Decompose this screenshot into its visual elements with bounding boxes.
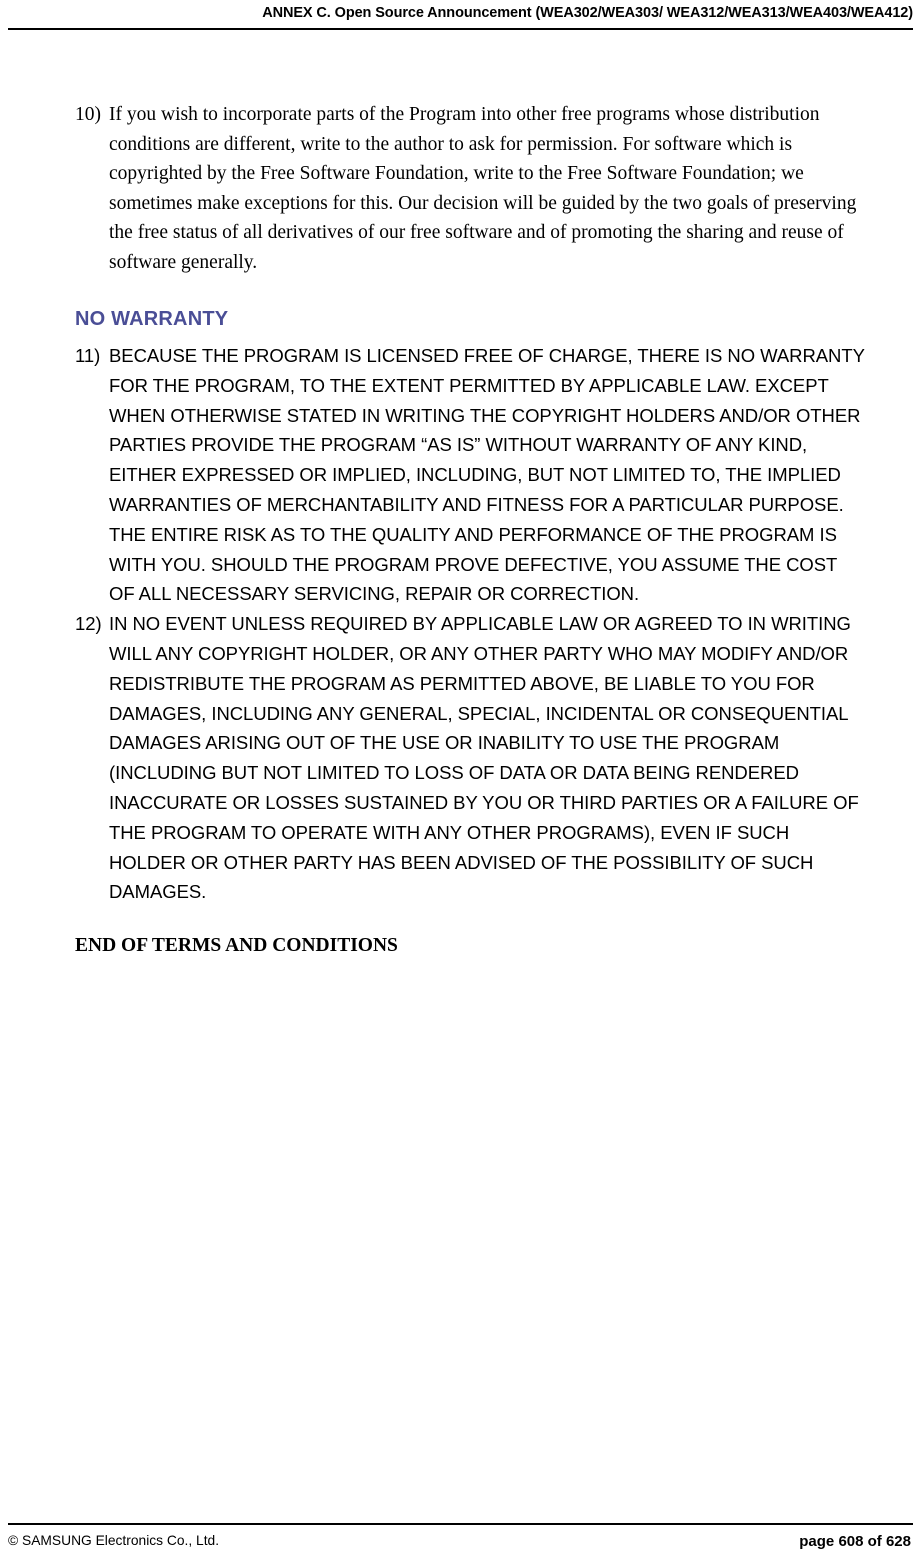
footer-copyright: © SAMSUNG Electronics Co., Ltd. <box>8 1533 220 1548</box>
end-of-terms-line: END OF TERMS AND CONDITIONS <box>75 935 398 957</box>
header-divider <box>8 28 913 30</box>
section-heading-no-warranty: NO WARRANTY <box>75 308 229 330</box>
footer-page-number: page 608 of 628 <box>799 1533 911 1550</box>
list-marker-11: 11) <box>75 345 101 366</box>
paragraph-item-12 <box>75 609 865 907</box>
paragraph-text-12: IN NO EVENT UNLESS REQUIRED BY APPLICABLE LAW OR AGREED TO IN WRITING WILL ANY COPYRIGHT HOLDER, OR ANY OTHER PARTY WHO MAY MODIFY AND/OR REDISTRIBUTE THE PROGRAM AS PERMITTED ABOVE, BE LIABLE TO YOU FOR DAMAGES, INCLUDING ANY GENERAL, SPECIAL, INCIDENTAL OR CONSEQUENTIAL DAMAGES ARISING OUT OF THE USE OR INABILITY TO USE THE PROGRAM (INCLUDING BUT NOT LIMITED TO LOSS OF DATA OR DATA BEING RENDERED INACCURATE OR LOSSES SUSTAINED BY YOU OR THIRD PARTIES OR A FAILURE OF THE PROGRAM TO OPERATE WITH ANY OTHER PROGRAMS), EVEN IF SUCH HOLDER OR OTHER PARTY HAS BEEN ADVISED OF THE POSSIBILITY OF SUCH DAMAGES. <box>109 613 859 903</box>
paragraph-text-11: BECAUSE THE PROGRAM IS LICENSED FREE OF CHARGE, THERE IS NO WARRANTY FOR THE PROGRAM, TO THE EXTENT PERMITTED BY APPLICABLE LAW. EXCEPT WHEN OTHERWISE STATED IN WRITING THE COPYRIGHT HOLDERS AND/OR OTHER PARTIES PROVIDE THE PROGRAM “AS IS” WITHOUT WARRANTY OF ANY KIND, EITHER EXPRESSED OR IMPLIED, INCLUDING, BUT NOT LIMITED TO, THE IMPLIED WARRANTIES OF MERCHANTABILITY AND FITNESS FOR A PARTICULAR PURPOSE. THE ENTIRE RISK AS TO THE QUALITY AND PERFORMANCE OF THE PROGRAM IS WITH YOU. SHOULD THE PROGRAM PROVE DEFECTIVE, YOU ASSUME THE COST OF ALL NECESSARY SERVICING, REPAIR OR CORRECTION. <box>109 345 865 605</box>
header-title: ANNEX C. Open Source Announcement (WEA302/WEA303/ WEA312/WEA313/WEA403/WEA412) <box>262 5 913 21</box>
footer-divider <box>8 1523 913 1525</box>
page-header <box>0 0 921 30</box>
paragraph-text-10: If you wish to incorporate parts of the Program into other free programs whose distribution conditions are different, write to the author to ask for permission. For software which is copyrighted by the Free Software Foundation, write to the Free Software Foundation; we sometimes make exceptions for this. Our decision will be guided by the two goals of preserving the free status of all derivatives of our free software and of promoting the sharing and reuse of software generally. <box>109 104 857 273</box>
page-content <box>75 100 865 957</box>
page-footer <box>8 1533 913 1557</box>
list-marker-12: 12) <box>75 613 102 635</box>
paragraph-item-11 <box>75 341 865 609</box>
paragraph-item-10 <box>75 100 865 277</box>
list-marker-10: 10) <box>75 104 101 125</box>
spacer <box>75 907 865 933</box>
